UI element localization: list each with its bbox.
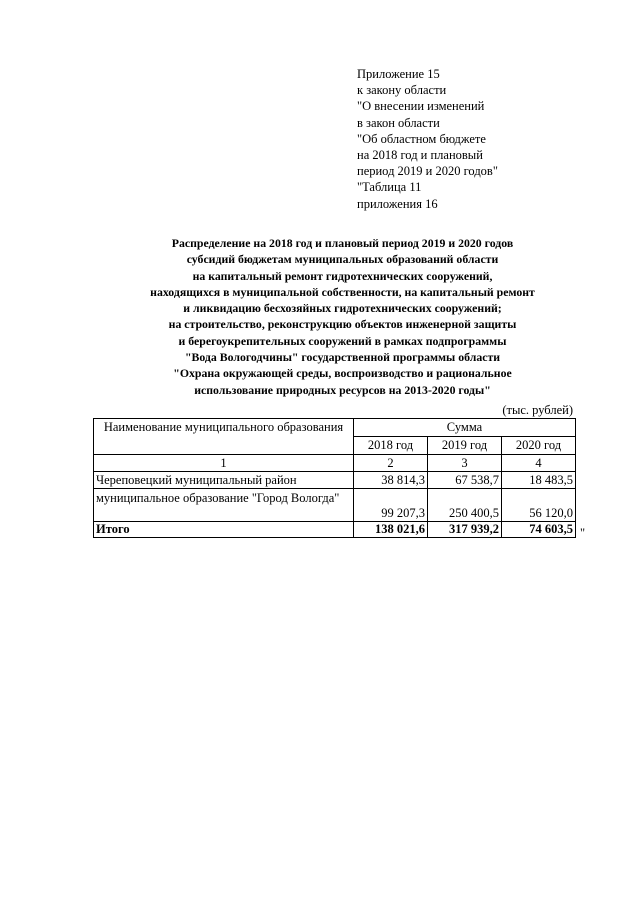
table-row [94, 489, 576, 522]
row-value-2019: 250 400,5 [428, 489, 502, 522]
table-row [94, 472, 576, 489]
appendix-line: в закон области [357, 115, 440, 130]
closing-quote: " [580, 526, 586, 540]
appendix-line: на 2018 год и плановый [357, 148, 483, 163]
colnum-cell: 4 [502, 455, 576, 472]
row-name-cell: Череповецкий муниципальный район [94, 472, 354, 489]
total-name-cell: Итого [94, 522, 354, 538]
title-line: и ликвидацию бесхозяйных гидротехнических сооружений; [183, 301, 502, 316]
title-line: "Вода Вологодчины" государственной программы области [184, 350, 501, 365]
title-line: субсидий бюджетам муниципальных образований области [186, 252, 499, 267]
appendix-line: "Об областном бюджете [357, 131, 486, 146]
header-year-2020: 2020 год [502, 437, 576, 455]
header-year-2018: 2018 год [354, 437, 428, 455]
title-line: "Охрана окружающей среды, воспроизводство и рациональное [173, 366, 512, 381]
appendix-line: к закону области [357, 83, 447, 98]
row-value-2020: 56 120,0 [502, 489, 576, 522]
total-value-2018: 138 021,6 [354, 522, 428, 538]
colnum-cell: 2 [354, 455, 428, 472]
table-total-row [94, 522, 576, 538]
appendix-line: "Таблица 11 [357, 180, 422, 195]
title-line: на строительство, реконструкцию объектов инженерной защиты [168, 317, 517, 332]
total-value-2019: 317 939,2 [428, 522, 502, 538]
colnum-cell: 3 [428, 455, 502, 472]
title-line: находящихся в муниципальной собственности, на капитальный ремонт [150, 284, 535, 299]
appendix-line: "О внесении изменений [357, 99, 485, 114]
total-value-2020: 74 603,5 [502, 522, 576, 538]
appendix-line: период 2019 и 2020 годов" [357, 164, 498, 179]
title-line: использование природных ресурсов на 2013-2020 годы" [194, 382, 491, 397]
subsidy-table [93, 418, 576, 538]
appendix-line: приложения 16 [357, 196, 438, 211]
units-label: (тыс. рублей) [502, 403, 573, 417]
row-value-2018: 99 207,3 [354, 489, 428, 522]
colnum-cell: 1 [94, 455, 354, 472]
appendix-reference [357, 66, 498, 212]
row-name-cell: муниципальное образование "Город Вологда" [94, 489, 354, 522]
title-line: Распределение на 2018 год и плановый период 2019 и 2020 годов [171, 236, 514, 250]
row-value-2018: 38 814,3 [354, 472, 428, 489]
row-value-2020: 18 483,5 [502, 472, 576, 489]
title-line: и берегоукрепительных сооружений в рамках подпрограммы [178, 333, 507, 348]
table-colnum-row [94, 455, 576, 472]
title-line: на капитальный ремонт гидротехнических сооружений, [192, 268, 493, 283]
header-year-2019: 2019 год [428, 437, 502, 455]
table-header-row [94, 419, 576, 437]
header-name-cell: Наименование муниципального образования [94, 419, 354, 455]
document-title [60, 235, 625, 398]
appendix-line: Приложение 15 [357, 67, 440, 81]
row-value-2019: 67 538,7 [428, 472, 502, 489]
header-sum-cell: Сумма [354, 419, 576, 437]
